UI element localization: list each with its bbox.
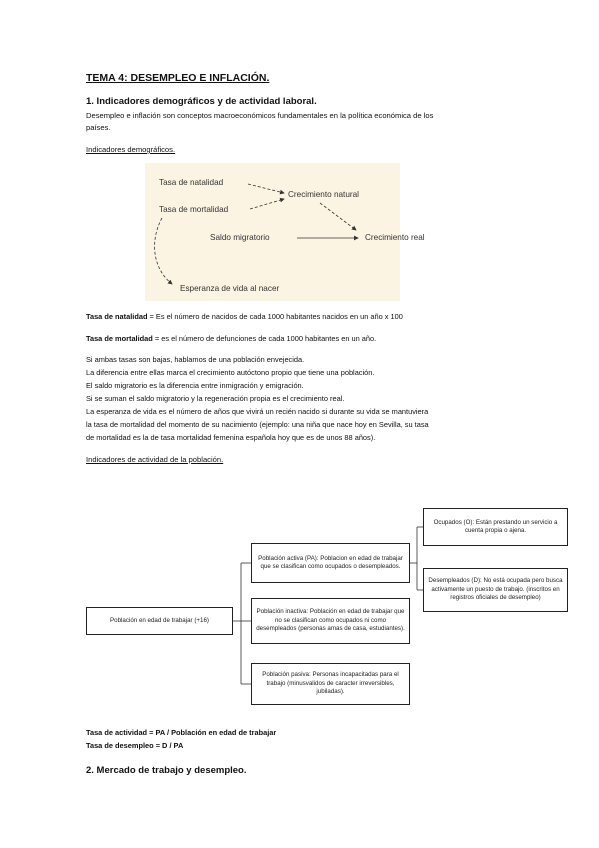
tree-desempleados: Desempleados (D): No está ocupada pero busca activamente un puesto de trabajo. (inscritos en registros oficiales de desempleo): [423, 568, 568, 612]
tasa-actividad: Tasa de actividad = PA / Población en edad de trabajar: [86, 728, 277, 737]
natalidad-text: = Es el número de nacidos de cada 1000 habitantes nacidos en un año x 100: [147, 312, 403, 321]
actividad-heading: Indicadores de actividad de la población.: [86, 455, 224, 464]
demograficos-heading: Indicadores demográficos.: [86, 145, 176, 154]
diagram-saldo-migratorio: Saldo migratorio: [210, 233, 270, 242]
tree-inactiva: Población inactiva: Población en edad de trabajar que no se clasifican como ocupados ni como desempleados (personas amas de casa, estudiantes).: [251, 598, 410, 644]
tasa-desempleo: Tasa de desempleo = D / PA: [86, 741, 184, 750]
diagram-crecimiento-natural: Crecimiento natural: [288, 190, 359, 199]
tree-ocupados: Ocupados (O): Están prestando un servicio a cuenta propia o ajena.: [423, 508, 568, 546]
intro-line-2: países.: [86, 123, 111, 132]
arrow-natalidad: [248, 184, 284, 193]
natalidad-definition: [86, 311, 403, 323]
diagram-mortalidad: Tasa de mortalidad: [159, 205, 229, 214]
tree-root: Población en edad de trabajar (+16): [86, 607, 233, 635]
demo-line-6: la tasa de mortalidad del momento de su nacimiento (ejemplo: una niña que nace hoy en Sevilla, su tasa: [86, 420, 429, 429]
tree-activa: Población activa (PA): Poblacion en edad de trabajar que se clasifican como ocupados o desempleados.: [251, 543, 410, 583]
arrow-esperanza: [155, 218, 172, 284]
mortalidad-definition: [86, 333, 376, 345]
demo-line-5: La esperanza de vida es el número de años que vivirá un recién nacido si durante su vida se mantuviera: [86, 407, 429, 416]
arrow-mortalidad: [250, 199, 284, 209]
demo-line-4: Si se suman el saldo migratorio y la regeneración propia es el crecimiento real.: [86, 394, 345, 403]
mortalidad-label: Tasa de mortalidad: [86, 334, 153, 343]
natalidad-label: Tasa de natalidad: [86, 312, 148, 321]
tree-pasiva: Población pasiva: Personas incapacitadas para el trabajo (minusvalidos de caracter irreversibles, jubiladas).: [251, 663, 410, 705]
demo-line-3: El saldo migratorio es la diferencia entre inmigración y emigración.: [86, 381, 304, 390]
section1-heading: 1. Indicadores demográficos y de actividad laboral.: [86, 96, 317, 107]
diagram-crecimiento-real: Crecimiento real: [365, 233, 425, 242]
page-title: TEMA 4: DESEMPLEO E INFLACIÓN.: [86, 72, 270, 84]
mortalidad-text: = es el número de defunciones de cada 1000 habitantes en un año.: [152, 334, 377, 343]
diagram-natalidad: Tasa de natalidad: [159, 178, 224, 187]
demo-line-2: La diferencia entre ellas marca el crecimiento autóctono propio que tiene una población.: [86, 368, 375, 377]
arrow-natural-real: [320, 203, 356, 230]
diagram-esperanza: Esperanza de vida al nacer: [180, 284, 280, 293]
intro-line-1: Desempleo e inflación son conceptos macroeconómicos fundamentales en la política económica de los: [86, 111, 434, 120]
demo-line-7: de mortalidad es la de tasa mortalidad femenina española hoy que es de unos 88 años).: [86, 433, 376, 442]
demo-line-1: Si ambas tasas son bajas, hablamos de una población envejecida.: [86, 355, 305, 364]
section2-heading: 2. Mercado de trabajo y desempleo.: [86, 765, 247, 776]
